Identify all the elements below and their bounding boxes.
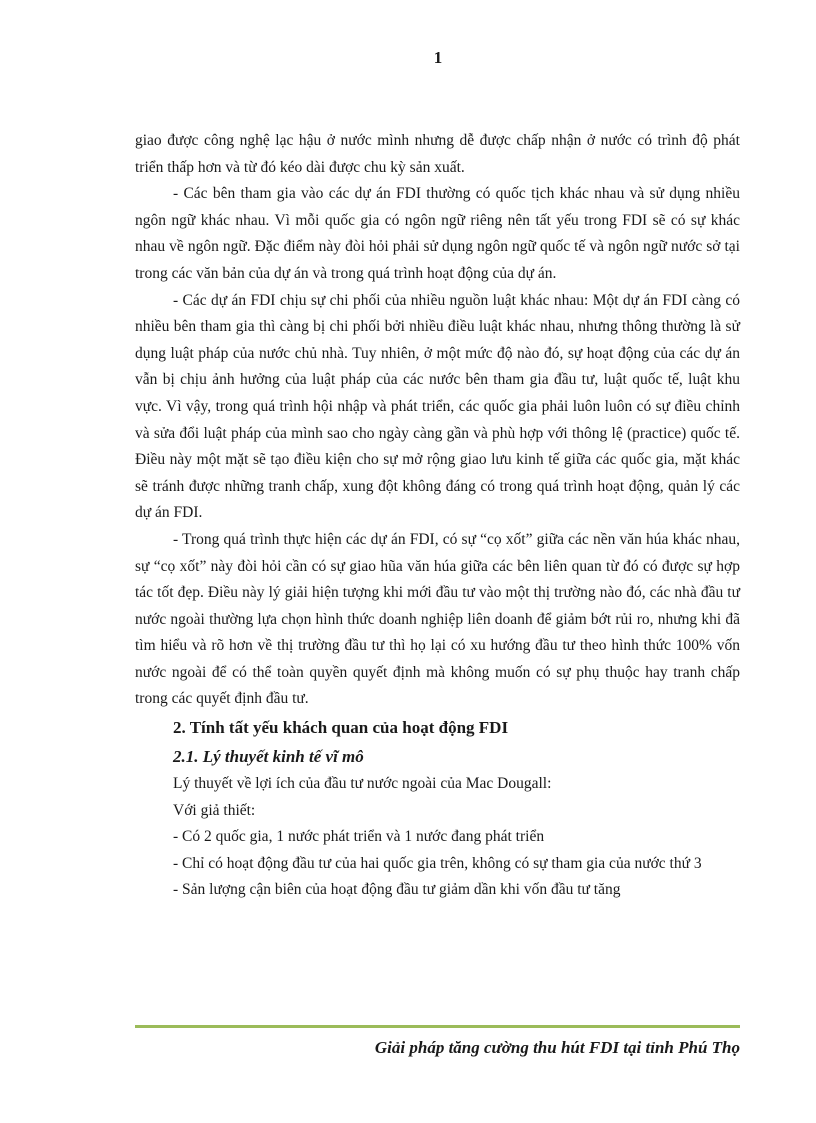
- subsection-heading: 2.1. Lý thuyết kinh tế vĩ mô: [173, 747, 364, 767]
- paragraph-continuation: giao được công nghệ lạc hậu ở nước mình nhưng dễ được chấp nhận ở nước có trình độ phát triển thấp hơn và từ đó kéo dài được chu kỳ sản xuất.: [135, 132, 740, 176]
- document-body: [135, 128, 740, 904]
- footer-divider: [135, 1025, 740, 1028]
- page-number: 1: [433, 48, 443, 67]
- paragraph-law: - Các dự án FDI chịu sự chi phối của nhiều nguồn luật khác nhau: Một dự án FDI càng có nhiều bên tham gia thì càng bị chi phối bởi nhiều điều luật khác nhau, nhưng thông thường là sử dụng luật pháp của nước chủ nhà. Tuy nhiên, ở một mức độ nào đó, sự hoạt động của các dự án vẫn bị chịu ảnh hưởng của luật pháp của các nước bên tham gia đầu tư, luật quốc tế, luật khu vực. Vì vậy, trong quá trình hội nhập và phát triển, các quốc gia phải luôn luôn có sự điều chỉnh và sửa đổi luật pháp của mình sao cho ngày càng gần và phù hợp với thông lệ (practice) quốc tế. Điều này một mặt sẽ tạo điều kiện cho sự mở rộng giao lưu kinh tế giữa các quốc gia, mặt khác sẽ tránh được những tranh chấp, xung đột không đáng có trong quá trình hoạt động, quản lý các dự án FDI.: [135, 291, 740, 522]
- list-item-countries: - Có 2 quốc gia, 1 nước phát triển và 1 nước đang phát triển: [173, 828, 545, 846]
- paragraph-culture: - Trong quá trình thực hiện các dự án FDI, có sự “cọ xốt” giữa các nền văn húa khác nhau, sự “cọ xốt” này đòi hỏi cần có sự giao hũa văn húa giữa các bên liên quan từ đó có được sự hợp tác tốt đẹp. Điều này lý giải hiện tượng khi mới đầu tư vào một thị trường nào đó, các nhà đầu tư nước ngoài thường lựa chọn hình thức doanh nghiệp liên doanh để giảm bớt rủi ro, nhưng khi đã tìm hiểu và rõ hơn về thị trường đầu tư thì họ lại có xu hướng đầu tư theo hình thức 100% vốn nước ngoài để có thể toàn quyền quyết định mà không muốn có sự phụ thuộc hay tranh chấp trong các quyết định đầu tư.: [135, 530, 740, 708]
- text-line-assumption: Với giả thiết:: [173, 801, 256, 819]
- section-heading: 2. Tính tất yếu khách quan của hoạt động FDI: [173, 718, 509, 738]
- text-line-theory: Lý thuyết về lợi ích của đầu tư nước ngoài của Mac Dougall:: [173, 775, 552, 793]
- list-item-marginal-output: - Sản lượng cận biên của hoạt động đầu tư giảm dần khi vốn đầu tư tăng: [173, 881, 621, 899]
- list-item-investment: - Chỉ có hoạt động đầu tư của hai quốc gia trên, không có sự tham gia của nước thứ 3: [173, 854, 702, 872]
- paragraph-language: - Các bên tham gia vào các dự án FDI thường có quốc tịch khác nhau và sử dụng nhiều ngôn ngữ khác nhau. Vì mỗi quốc gia có ngôn ngữ riêng nên tất yếu trong FDI sẽ có sự khác nhau về ngôn ngữ. Đặc điểm này đòi hỏi phải sử dụng ngôn ngữ quốc tế và ngôn ngữ nước sở tại trong các văn bản của dự án và trong quá trình hoạt động của dự án.: [135, 185, 740, 282]
- footer-title: Giải pháp tăng cường thu hút FDI tại tỉnh Phú Thọ: [374, 1038, 740, 1057]
